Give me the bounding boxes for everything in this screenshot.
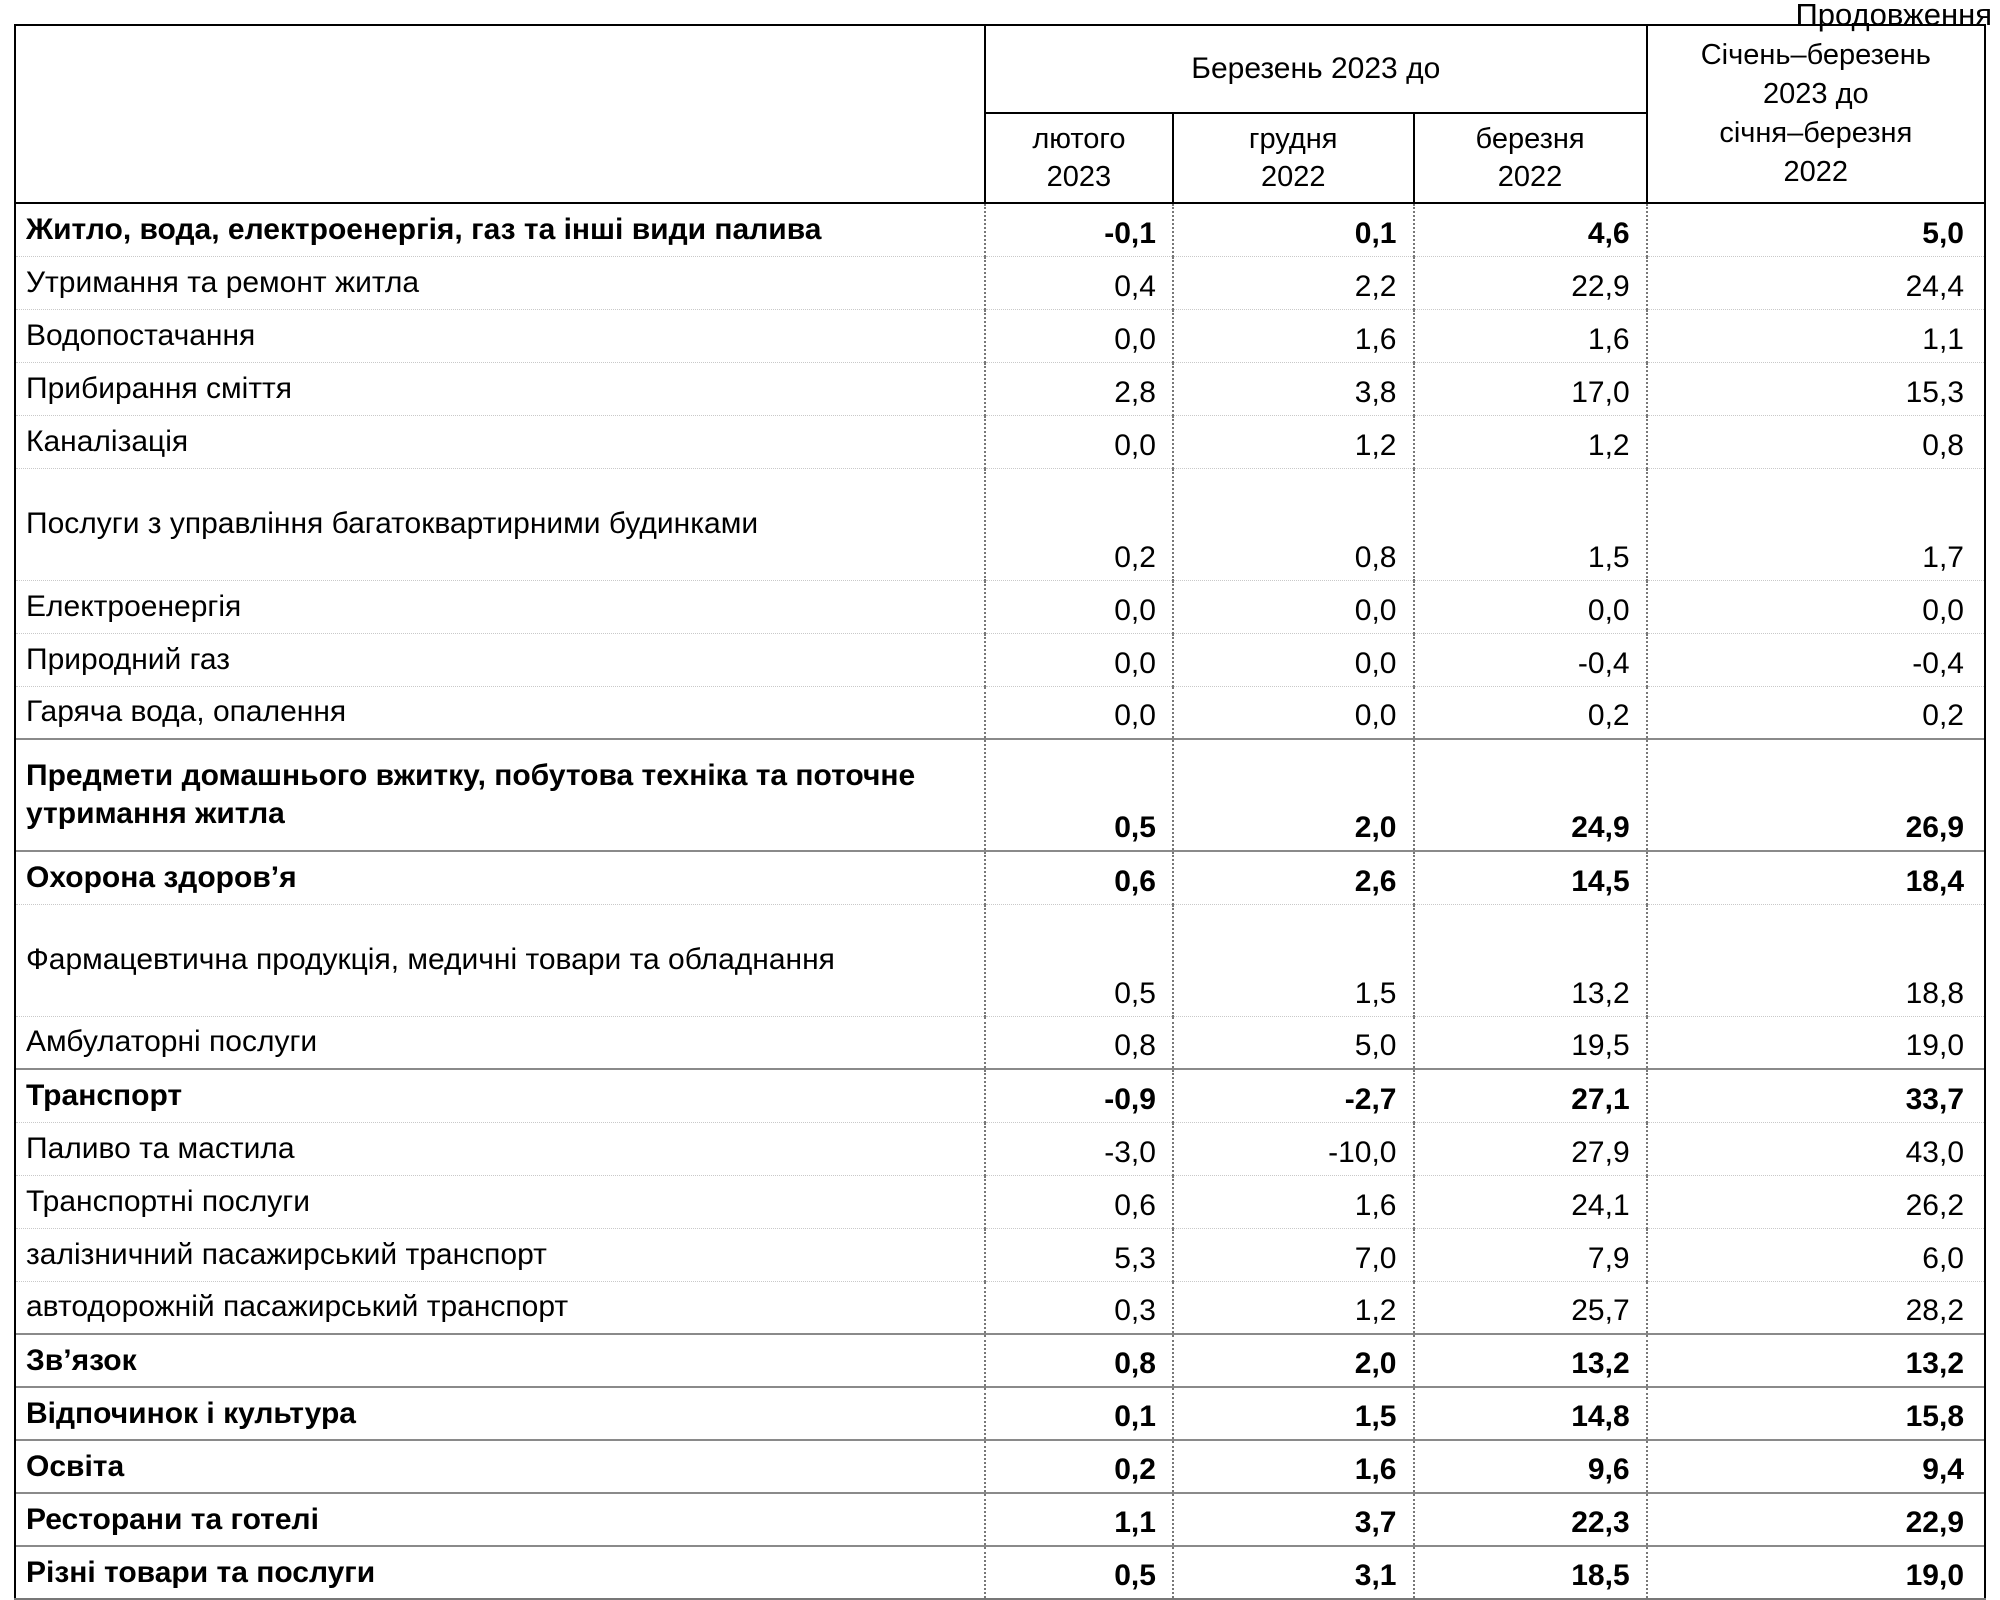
table-row: [15, 1069, 1985, 1122]
row-value: 3,1: [1173, 1546, 1414, 1599]
row-value: 33,7: [1647, 1069, 1985, 1122]
row-value: 7,9: [1414, 1228, 1647, 1281]
row-value: 0,0: [985, 686, 1173, 739]
row-value: 0,0: [985, 309, 1173, 362]
row-value: 19,5: [1414, 1016, 1647, 1069]
row-value: -2,7: [1173, 1069, 1414, 1122]
table-body: [15, 203, 1985, 1599]
row-value: 0,8: [1173, 468, 1414, 580]
row-label: Транспорт: [15, 1069, 985, 1122]
row-value: 1,2: [1173, 1281, 1414, 1334]
row-label: Зв’язок: [15, 1334, 985, 1387]
row-value: 0,0: [1173, 686, 1414, 739]
row-value: 18,8: [1647, 904, 1985, 1016]
row-value: 1,2: [1414, 415, 1647, 468]
row-value: 13,2: [1414, 1334, 1647, 1387]
row-value: -10,0: [1173, 1122, 1414, 1175]
row-value: 27,9: [1414, 1122, 1647, 1175]
row-value: 14,8: [1414, 1387, 1647, 1440]
row-value: 2,8: [985, 362, 1173, 415]
table-row: [15, 1175, 1985, 1228]
header-group-berezen-2023: Березень 2023 до: [985, 25, 1647, 113]
row-value: 1,7: [1647, 468, 1985, 580]
continuation-label: Продовження: [1795, 0, 1992, 32]
row-value: 0,0: [1414, 580, 1647, 633]
row-value: 27,1: [1414, 1069, 1647, 1122]
table-row: [15, 1281, 1985, 1334]
table-row: [15, 362, 1985, 415]
table-row: [15, 1016, 1985, 1069]
row-value: 0,0: [985, 415, 1173, 468]
row-value: 24,4: [1647, 256, 1985, 309]
row-value: 19,0: [1647, 1016, 1985, 1069]
table-row: [15, 686, 1985, 739]
row-value: 1,1: [1647, 309, 1985, 362]
row-value: 22,9: [1647, 1493, 1985, 1546]
header-sub3-line2: 2022: [1497, 161, 1563, 193]
table-row: [15, 1387, 1985, 1440]
row-value: 15,3: [1647, 362, 1985, 415]
row-value: 0,6: [985, 851, 1173, 904]
table-row: [15, 1440, 1985, 1493]
row-label: Паливо та мастила: [15, 1122, 985, 1175]
row-value: 0,2: [985, 1440, 1173, 1493]
row-value: 0,3: [985, 1281, 1173, 1334]
row-label: Утримання та ремонт житла: [15, 256, 985, 309]
row-value: 25,7: [1414, 1281, 1647, 1334]
row-value: 22,9: [1414, 256, 1647, 309]
row-value: -0,1: [985, 203, 1173, 256]
header-column-sichen-berezen: [1647, 25, 1985, 203]
row-value: -0,4: [1414, 633, 1647, 686]
row-value: 15,8: [1647, 1387, 1985, 1440]
row-label: Освіта: [15, 1440, 985, 1493]
row-label: Каналізація: [15, 415, 985, 468]
row-label: Водопостачання: [15, 309, 985, 362]
row-value: 0,0: [1173, 580, 1414, 633]
header-column-lyutogo: [985, 113, 1173, 203]
row-value: 0,8: [1647, 415, 1985, 468]
row-value: 1,6: [1414, 309, 1647, 362]
row-label: Прибирання сміття: [15, 362, 985, 415]
row-value: 1,5: [1173, 904, 1414, 1016]
row-value: 0,0: [1173, 633, 1414, 686]
row-label: Предмети домашнього вжитку, побутова техніка та поточне утримання житла: [15, 739, 985, 851]
table-row: [15, 256, 1985, 309]
row-value: 14,5: [1414, 851, 1647, 904]
row-label: Амбулаторні послуги: [15, 1016, 985, 1069]
table-row: [15, 739, 1985, 851]
header-sub1-line1: лютого: [1032, 123, 1126, 155]
row-label: Житло, вода, електроенергія, газ та інші види палива: [15, 203, 985, 256]
row-value: -0,9: [985, 1069, 1173, 1122]
row-label: автодорожній пасажирський транспорт: [15, 1281, 985, 1334]
row-label: Послуги з управління багатоквартирними будинками: [15, 468, 985, 580]
row-value: 2,0: [1173, 1334, 1414, 1387]
row-value: 6,0: [1647, 1228, 1985, 1281]
row-label: Фармацевтична продукція, медичні товари та обладнання: [15, 904, 985, 1016]
row-value: 0,0: [985, 580, 1173, 633]
row-value: 24,9: [1414, 739, 1647, 851]
table-row: [15, 203, 1985, 256]
row-value: 24,1: [1414, 1175, 1647, 1228]
row-value: 17,0: [1414, 362, 1647, 415]
row-value: 0,5: [985, 739, 1173, 851]
table-row: [15, 580, 1985, 633]
header-sub2-line1: грудня: [1248, 123, 1338, 155]
row-value: 28,2: [1647, 1281, 1985, 1334]
row-value: 3,7: [1173, 1493, 1414, 1546]
row-value: 0,1: [1173, 203, 1414, 256]
header-row-group: [15, 25, 1985, 113]
header-column-bereznya: [1414, 113, 1647, 203]
row-value: 5,0: [1647, 203, 1985, 256]
row-value: 13,2: [1647, 1334, 1985, 1387]
row-value: 43,0: [1647, 1122, 1985, 1175]
row-label: залізничний пасажирський транспорт: [15, 1228, 985, 1281]
table-row: [15, 309, 1985, 362]
table-row: [15, 415, 1985, 468]
row-value: 2,2: [1173, 256, 1414, 309]
row-label: Електроенергія: [15, 580, 985, 633]
table-row: [15, 633, 1985, 686]
row-value: 9,6: [1414, 1440, 1647, 1493]
table-header: [15, 25, 1985, 203]
table-row: [15, 851, 1985, 904]
header-corner-cell: [15, 25, 985, 203]
row-value: 18,4: [1647, 851, 1985, 904]
row-value: 2,0: [1173, 739, 1414, 851]
header-last-line1: Січень–березень: [1700, 39, 1931, 71]
table-row: [15, 904, 1985, 1016]
row-value: 0,8: [985, 1334, 1173, 1387]
row-value: 13,2: [1414, 904, 1647, 1016]
row-value: 3,8: [1173, 362, 1414, 415]
row-value: 7,0: [1173, 1228, 1414, 1281]
row-label: Природний газ: [15, 633, 985, 686]
row-value: 26,2: [1647, 1175, 1985, 1228]
row-label: Охорона здоров’я: [15, 851, 985, 904]
row-value: 1,1: [985, 1493, 1173, 1546]
row-label: Гаряча вода, опалення: [15, 686, 985, 739]
cpi-table: [14, 24, 1986, 1600]
row-value: 9,4: [1647, 1440, 1985, 1493]
header-last-line2: 2023 до: [1763, 78, 1869, 110]
row-label: Транспортні послуги: [15, 1175, 985, 1228]
header-column-grudnya: [1173, 113, 1414, 203]
row-value: 2,6: [1173, 851, 1414, 904]
row-value: 1,6: [1173, 1440, 1414, 1493]
row-label: Відпочинок і культура: [15, 1387, 985, 1440]
row-value: 0,2: [1647, 686, 1985, 739]
row-value: 0,5: [985, 904, 1173, 1016]
header-last-line3: січня–березня: [1719, 117, 1913, 149]
row-value: 0,6: [985, 1175, 1173, 1228]
header-sub3-line1: березня: [1475, 123, 1585, 155]
row-value: 1,5: [1414, 468, 1647, 580]
row-value: 19,0: [1647, 1546, 1985, 1599]
row-value: 1,5: [1173, 1387, 1414, 1440]
row-value: 5,3: [985, 1228, 1173, 1281]
row-value: 0,1: [985, 1387, 1173, 1440]
row-value: -0,4: [1647, 633, 1985, 686]
table-row: [15, 1122, 1985, 1175]
header-last-line4: 2022: [1783, 156, 1849, 188]
row-value: 0,4: [985, 256, 1173, 309]
table-row: [15, 468, 1985, 580]
row-value: 0,5: [985, 1546, 1173, 1599]
table-row: [15, 1546, 1985, 1599]
table-row: [15, 1334, 1985, 1387]
row-value: 22,3: [1414, 1493, 1647, 1546]
row-label: Різні товари та послуги: [15, 1546, 985, 1599]
row-value: 18,5: [1414, 1546, 1647, 1599]
row-value: 0,2: [985, 468, 1173, 580]
row-value: 0,0: [1647, 580, 1985, 633]
table-row: [15, 1493, 1985, 1546]
row-value: 0,8: [985, 1016, 1173, 1069]
row-value: 1,6: [1173, 309, 1414, 362]
row-label: Ресторани та готелі: [15, 1493, 985, 1546]
row-value: 1,2: [1173, 415, 1414, 468]
row-value: 4,6: [1414, 203, 1647, 256]
row-value: 0,0: [985, 633, 1173, 686]
row-value: 26,9: [1647, 739, 1985, 851]
header-sub2-line2: 2022: [1260, 161, 1326, 193]
table-row: [15, 1228, 1985, 1281]
row-value: 5,0: [1173, 1016, 1414, 1069]
row-value: -3,0: [985, 1122, 1173, 1175]
row-value: 0,2: [1414, 686, 1647, 739]
row-value: 1,6: [1173, 1175, 1414, 1228]
header-sub1-line2: 2023: [1046, 161, 1112, 193]
